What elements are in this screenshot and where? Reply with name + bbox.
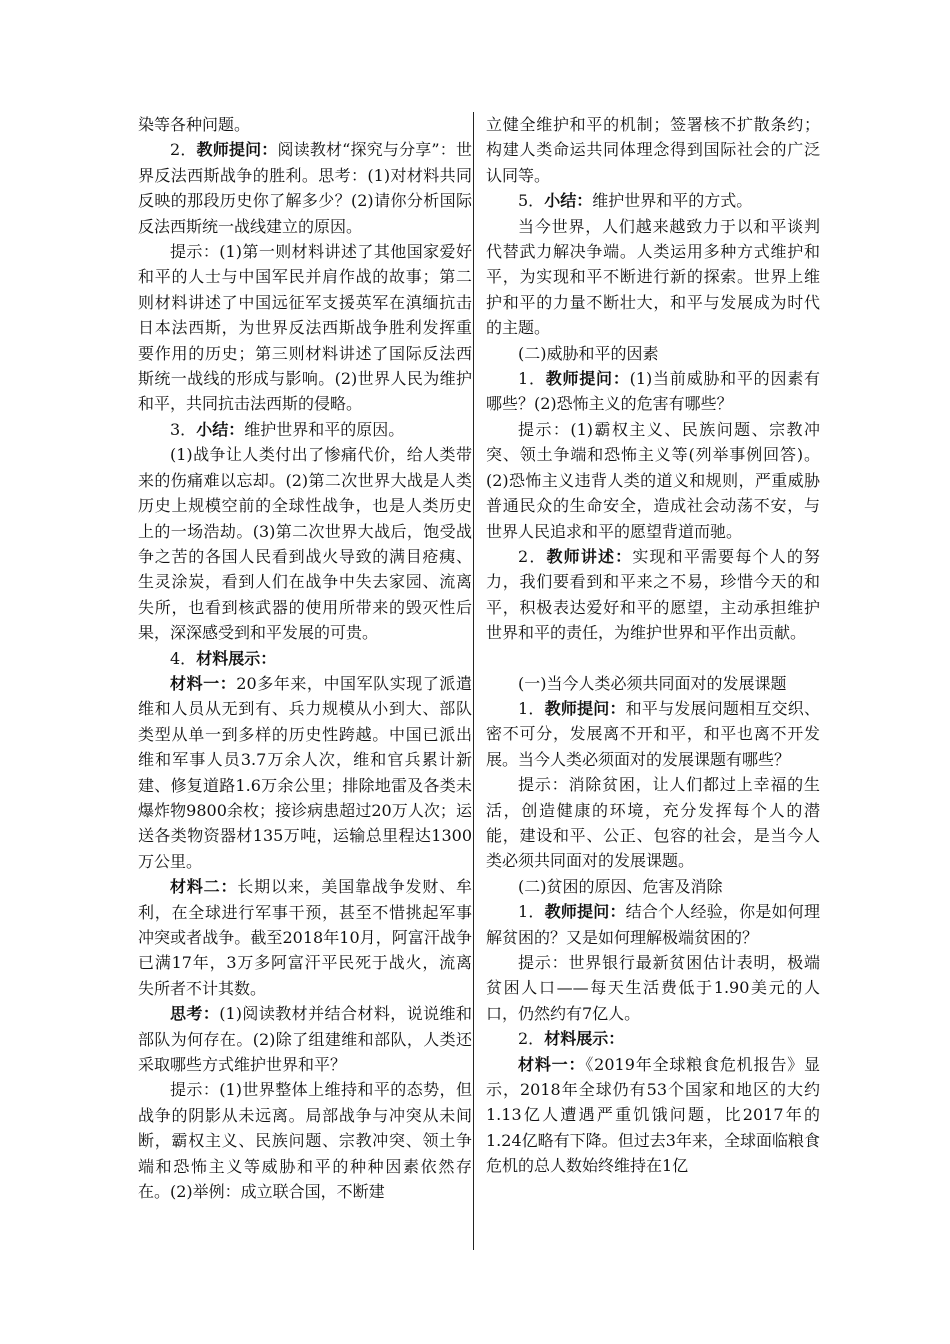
paragraph-text: 20多年来，中国军队实现了派遣维和人员从无到有、兵力规模从小到大、部队类型从单一到多样的历史性跨越。中国已派出维和军事人员3.7万余人次，维和官兵累计新建、修复道路1.6万余公里；排除地雷及各类未爆炸物9800余枚；接诊病患超过20万人次；运送各类物资器材135万吨，运输总里程达1300万公里。	[138, 673, 472, 871]
paragraph	[486, 899, 820, 950]
paragraph-text: 和平与发展问题相互交织、密不可分，发展离不开和平，和平也离不开发展。当今人类必须面对的发展课题有哪些？	[486, 698, 820, 769]
paragraph-text: 实现和平需要每个人的努力，我们要看到和平来之不易，珍惜今天的和平，积极表达爱好和平的愿望，主动承担维护世界和平的责任，为维护世界和平作出贡献。	[486, 546, 820, 643]
section-heading: (二)贫困的原因、危害及消除	[518, 876, 723, 896]
paragraph: 染等各种问题。	[138, 115, 251, 134]
paragraph-text: 阅读教材“探究与分享”：世界反法西斯战争的胜利。思考：(1)对材料共同反映的那段历史你了解多少？(2)请你分析国际反法西斯统一战线建立的原因。	[138, 140, 472, 236]
paragraph-text: 《2019年全球粮食危机报告》显示，2018年全球仍有53个国家和地区的大约1.13亿人遭遇严重饥饿问题，比2017年的1.24亿略有下降。但过去3年来，全球面临粮食危机的总人数始终维持在1亿	[486, 1054, 820, 1176]
label-material-two: 材料二：	[170, 877, 238, 897]
label-teacher-question: 教师提问：	[544, 698, 626, 718]
paragraph	[486, 544, 820, 646]
item-number: 4．	[170, 648, 197, 668]
blank-line	[486, 646, 820, 671]
right-column	[486, 112, 820, 1179]
paragraph-text: (1)阅读教材并结合材料，说说维和部队为何存在。(2)除了组建维和部队，人类还采取哪些方式维护世界和平？	[138, 1004, 472, 1075]
item-number: 3．	[170, 419, 197, 439]
column-divider	[473, 112, 474, 1250]
label-teacher-question: 教师提问：	[544, 902, 626, 922]
section-heading: (二)威胁和平的因素	[518, 343, 659, 363]
paragraph	[486, 1026, 820, 1051]
label-summary: 小结：	[196, 419, 245, 439]
paragraph	[138, 1001, 472, 1077]
paragraph	[138, 671, 472, 874]
label-material-one: 材料一：	[170, 673, 237, 693]
label-material-display: 材料展示：	[196, 648, 277, 668]
label-material-display: 材料展示：	[544, 1029, 625, 1049]
left-column	[138, 112, 472, 1204]
item-number: 1．	[518, 902, 545, 922]
paragraph: 提示：(1)第一则材料讲述了其他国家爱好和平的人士与中国军民并肩作战的故事；第二则材料讲述了中国远征军支援英军在滇缅抗击日本法西斯，为世界反法西斯战争胜利发挥重要作用的历史；第三则材料讲述了国际反法西斯统一战线的形成与影响。(2)世界人民为维护和平，共同抗击法西斯的侵略。	[138, 242, 472, 414]
paragraph: 提示：(1)霸权主义、民族问题、宗教冲突、领土争端和恐怖主义等(列举事例回答)。(2)恐怖主义违背人类的道义和规则，严重威胁普通民众的生命安全，造成社会动荡不安，与世界人民追求和平的愿望背道而驰。	[486, 419, 820, 541]
paragraph-text: 维护世界和平的方式。	[592, 191, 753, 211]
paragraph	[138, 646, 472, 671]
paragraph	[486, 366, 820, 417]
paragraph-text: 结合个人经验，你是如何理解贫困的？又是如何理解极端贫困的？	[486, 902, 820, 947]
item-number: 1．	[518, 698, 545, 718]
label-summary: 小结：	[544, 191, 593, 211]
item-number: 5．	[518, 191, 545, 211]
item-number: 1．	[518, 369, 546, 389]
paragraph-text: 长期以来，美国靠战争发财、牟利，在全球进行军事干预，甚至不惜挑起军事冲突或者战争。截至2018年10月，阿富汗战争已满17年，3万多阿富汗平民死于战火，流离失所者不计其数。	[138, 877, 472, 998]
paragraph	[486, 1052, 820, 1179]
paragraph: 提示：消除贫困，让人们都过上幸福的生活，创造健康的环境，充分发挥每个人的潜能，建设和平、公正、包容的社会，是当今人类必须共同面对的发展课题。	[486, 775, 820, 871]
label-teacher-question: 教师提问：	[196, 140, 278, 160]
label-think: 思考：	[170, 1004, 220, 1024]
paragraph	[138, 874, 472, 1001]
label-teacher-question: 教师提问：	[545, 369, 630, 389]
paragraph	[486, 696, 820, 772]
item-number: 2．	[518, 546, 547, 566]
item-number: 2．	[170, 140, 197, 160]
paragraph-text: (1)当前威胁和平的因素有哪些？(2)恐怖主义的危害有哪些？	[486, 369, 820, 414]
paragraph	[486, 188, 820, 213]
paragraph-text: 维护世界和平的原因。	[244, 419, 405, 439]
paragraph	[138, 137, 472, 239]
paragraph: 当今世界，人们越来越致力于以和平谈判代替武力解决争端。人类运用多种方式维护和平，为实现和平不断进行新的探索。世界上维护和平的力量不断壮大，和平与发展成为时代的主题。	[486, 216, 820, 338]
paragraph	[138, 417, 472, 442]
paragraph: 提示：世界银行最新贫困估计表明，极端贫困人口——每天生活费低于1.90美元的人口，仍然约有7亿人。	[486, 953, 820, 1023]
paragraph: 立健全维护和平的机制；签署核不扩散条约；构建人类命运共同体理念得到国际社会的广泛认同等。	[486, 115, 820, 185]
label-material-one: 材料一：	[518, 1054, 586, 1074]
paragraph: (1)战争让人类付出了惨痛代价，给人类带来的伤痛难以忘却。(2)第二次世界大战是人类历史上规模空前的全球性战争，也是人类历史上的一场浩劫。(3)第二次世界大战后，饱受战争之苦的各国人民看到战火导致的满目疮痍、生灵涂炭，看到人们在战争中失去家园、流离失所，也看到核武器的使用所带来的毁灭性后果，深深感受到和平发展的可贵。	[138, 445, 472, 643]
paragraph: 提示：(1)世界整体上维持和平的态势，但战争的阴影从未远离。局部战争与冲突从未间断，霸权主义、民族问题、宗教冲突、领土争端和恐怖主义等威胁和平的种种因素依然存在。(2)举例：成立联合国，不断建	[138, 1080, 472, 1202]
label-teacher-narration: 教师讲述：	[546, 546, 633, 566]
section-heading: (一)当今人类必须共同面对的发展课题	[518, 673, 787, 693]
item-number: 2．	[518, 1029, 545, 1049]
